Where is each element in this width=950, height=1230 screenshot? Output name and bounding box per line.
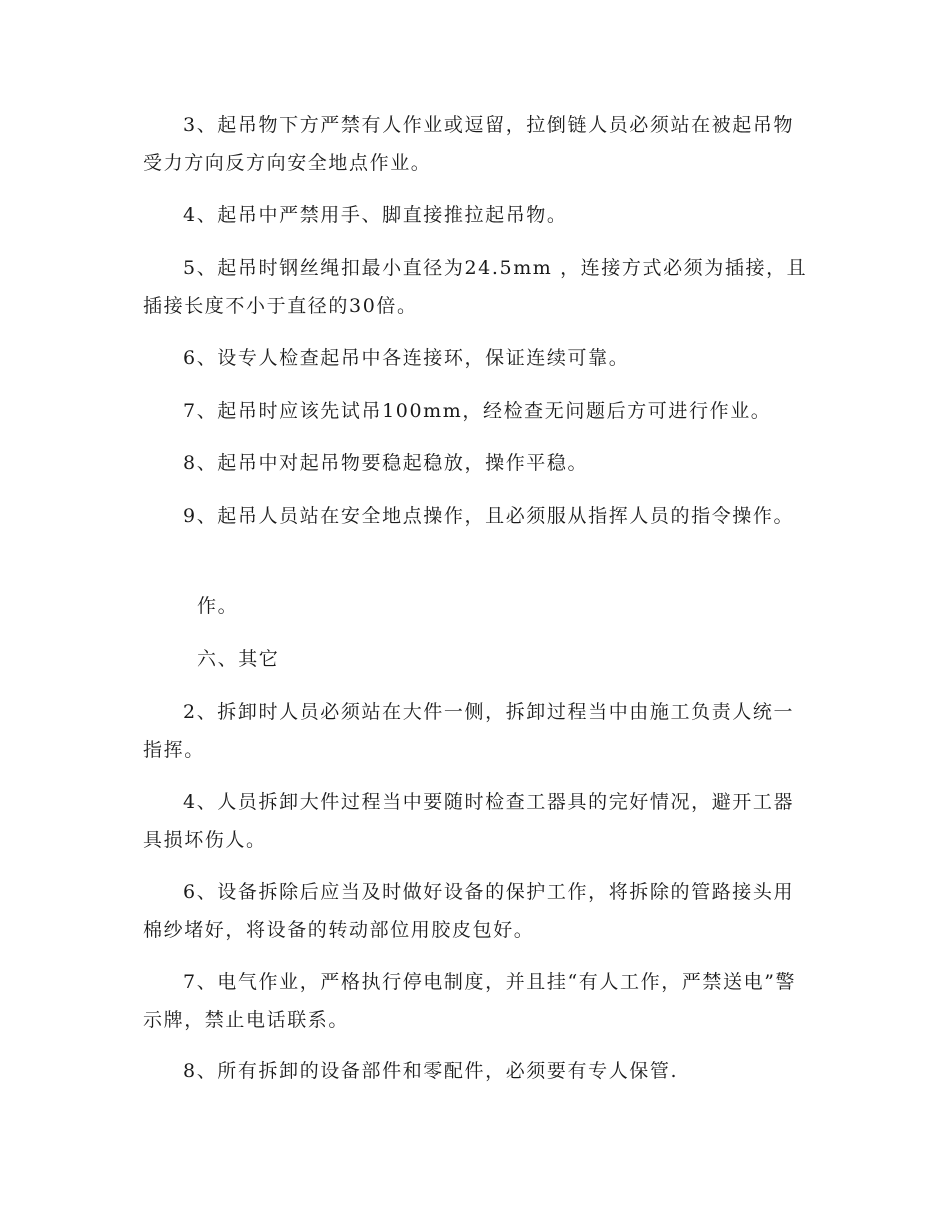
paragraph-hoist-item-3: 3、起吊物下方严禁有人作业或逗留，拉倒链人员必须站在被起吊物受力方向反方向安全地点作业。 xyxy=(143,114,795,174)
paragraph-hoist-item-4: 4、起吊中严禁用手、脚直接推拉起吊物。 xyxy=(183,204,568,226)
paragraph-other-item-6: 6、设备拆除后应当及时做好设备的保护工作，将拆除的管路接头用棉纱堵好，将设备的转动部位用胶皮包好。 xyxy=(143,881,795,941)
paragraph-other-item-4: 4、人员拆卸大件过程当中要随时检查工器具的完好情况，避开工器具损坏伤人。 xyxy=(143,791,795,851)
paragraph-hoist-item-8: 8、起吊中对起吊物要稳起稳放，操作平稳。 xyxy=(183,452,589,474)
paragraph-hoist-item-5: 5、起吊时钢丝绳扣最小直径为24.5mm ，连接方式必须为插接，且插接长度不小于直径的30倍。 xyxy=(143,257,808,317)
paragraph-other-item-2: 2、拆卸时人员必须站在大件一侧，拆卸过程当中由施工负责人统一指挥。 xyxy=(143,701,795,761)
paragraph-orphan-fragment: 作。 xyxy=(197,595,239,617)
section-heading-other: 六、其它 xyxy=(197,648,280,670)
paragraph-hoist-item-6: 6、设专人检查起吊中各连接环，保证连续可靠。 xyxy=(183,347,630,369)
paragraph-other-item-8: 8、所有拆卸的设备部件和零配件，必须要有专人保管. xyxy=(183,1060,679,1082)
paragraph-hoist-item-7: 7、起吊时应该先试吊100mm，经检查无问题后方可进行作业。 xyxy=(183,400,772,422)
paragraph-hoist-item-9: 9、起吊人员站在安全地点操作，且必须服从指挥人员的指令操作。 xyxy=(183,505,795,527)
paragraph-other-item-7: 7、电气作业，严格执行停电制度，并且挂“有人工作，严禁送电”警示牌，禁止电话联系。 xyxy=(143,971,797,1031)
